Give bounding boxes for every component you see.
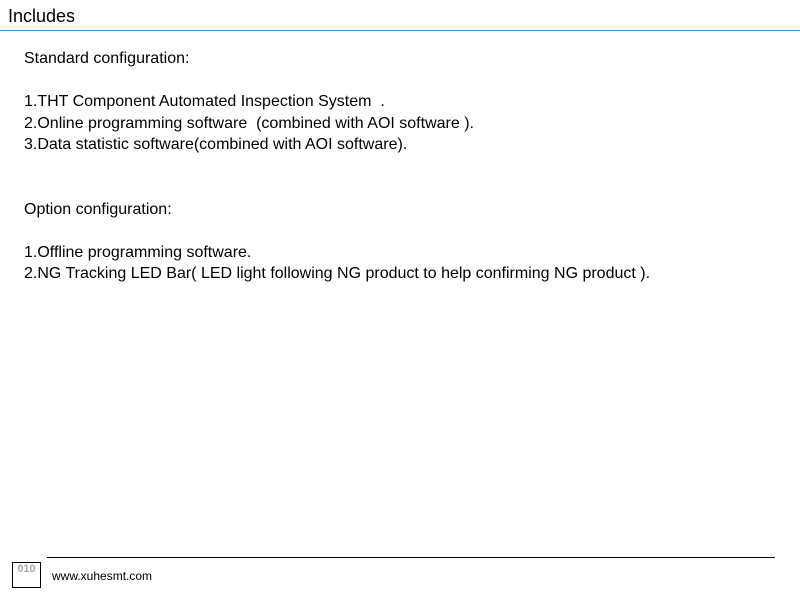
standard-config-item: 1.THT Component Automated Inspection System . <box>24 93 385 110</box>
option-config-item: 1.Offline programming software. <box>24 243 252 261</box>
website-url: www.xuhesmt.com <box>52 569 153 583</box>
page-title: Includes <box>8 6 76 26</box>
header-divider <box>0 30 800 31</box>
content-body <box>24 48 784 285</box>
footer-divider <box>47 557 775 558</box>
spacer <box>24 156 784 178</box>
option-config-heading: Option configuration: <box>24 200 172 218</box>
standard-config-item: 3.Data statistic software(combined with AOI software). <box>24 136 408 153</box>
standard-config-item: 2.Online programming software (combined with AOI software ). <box>24 114 474 132</box>
spacer <box>24 220 784 242</box>
standard-config-heading: Standard configuration: <box>24 50 190 67</box>
spacer <box>24 177 784 199</box>
page-number-box: 010 <box>12 562 41 588</box>
option-config-item: 2.NG Tracking LED Bar( LED light following NG product to help confirming NG product ). <box>24 265 651 282</box>
spacer <box>24 70 784 92</box>
